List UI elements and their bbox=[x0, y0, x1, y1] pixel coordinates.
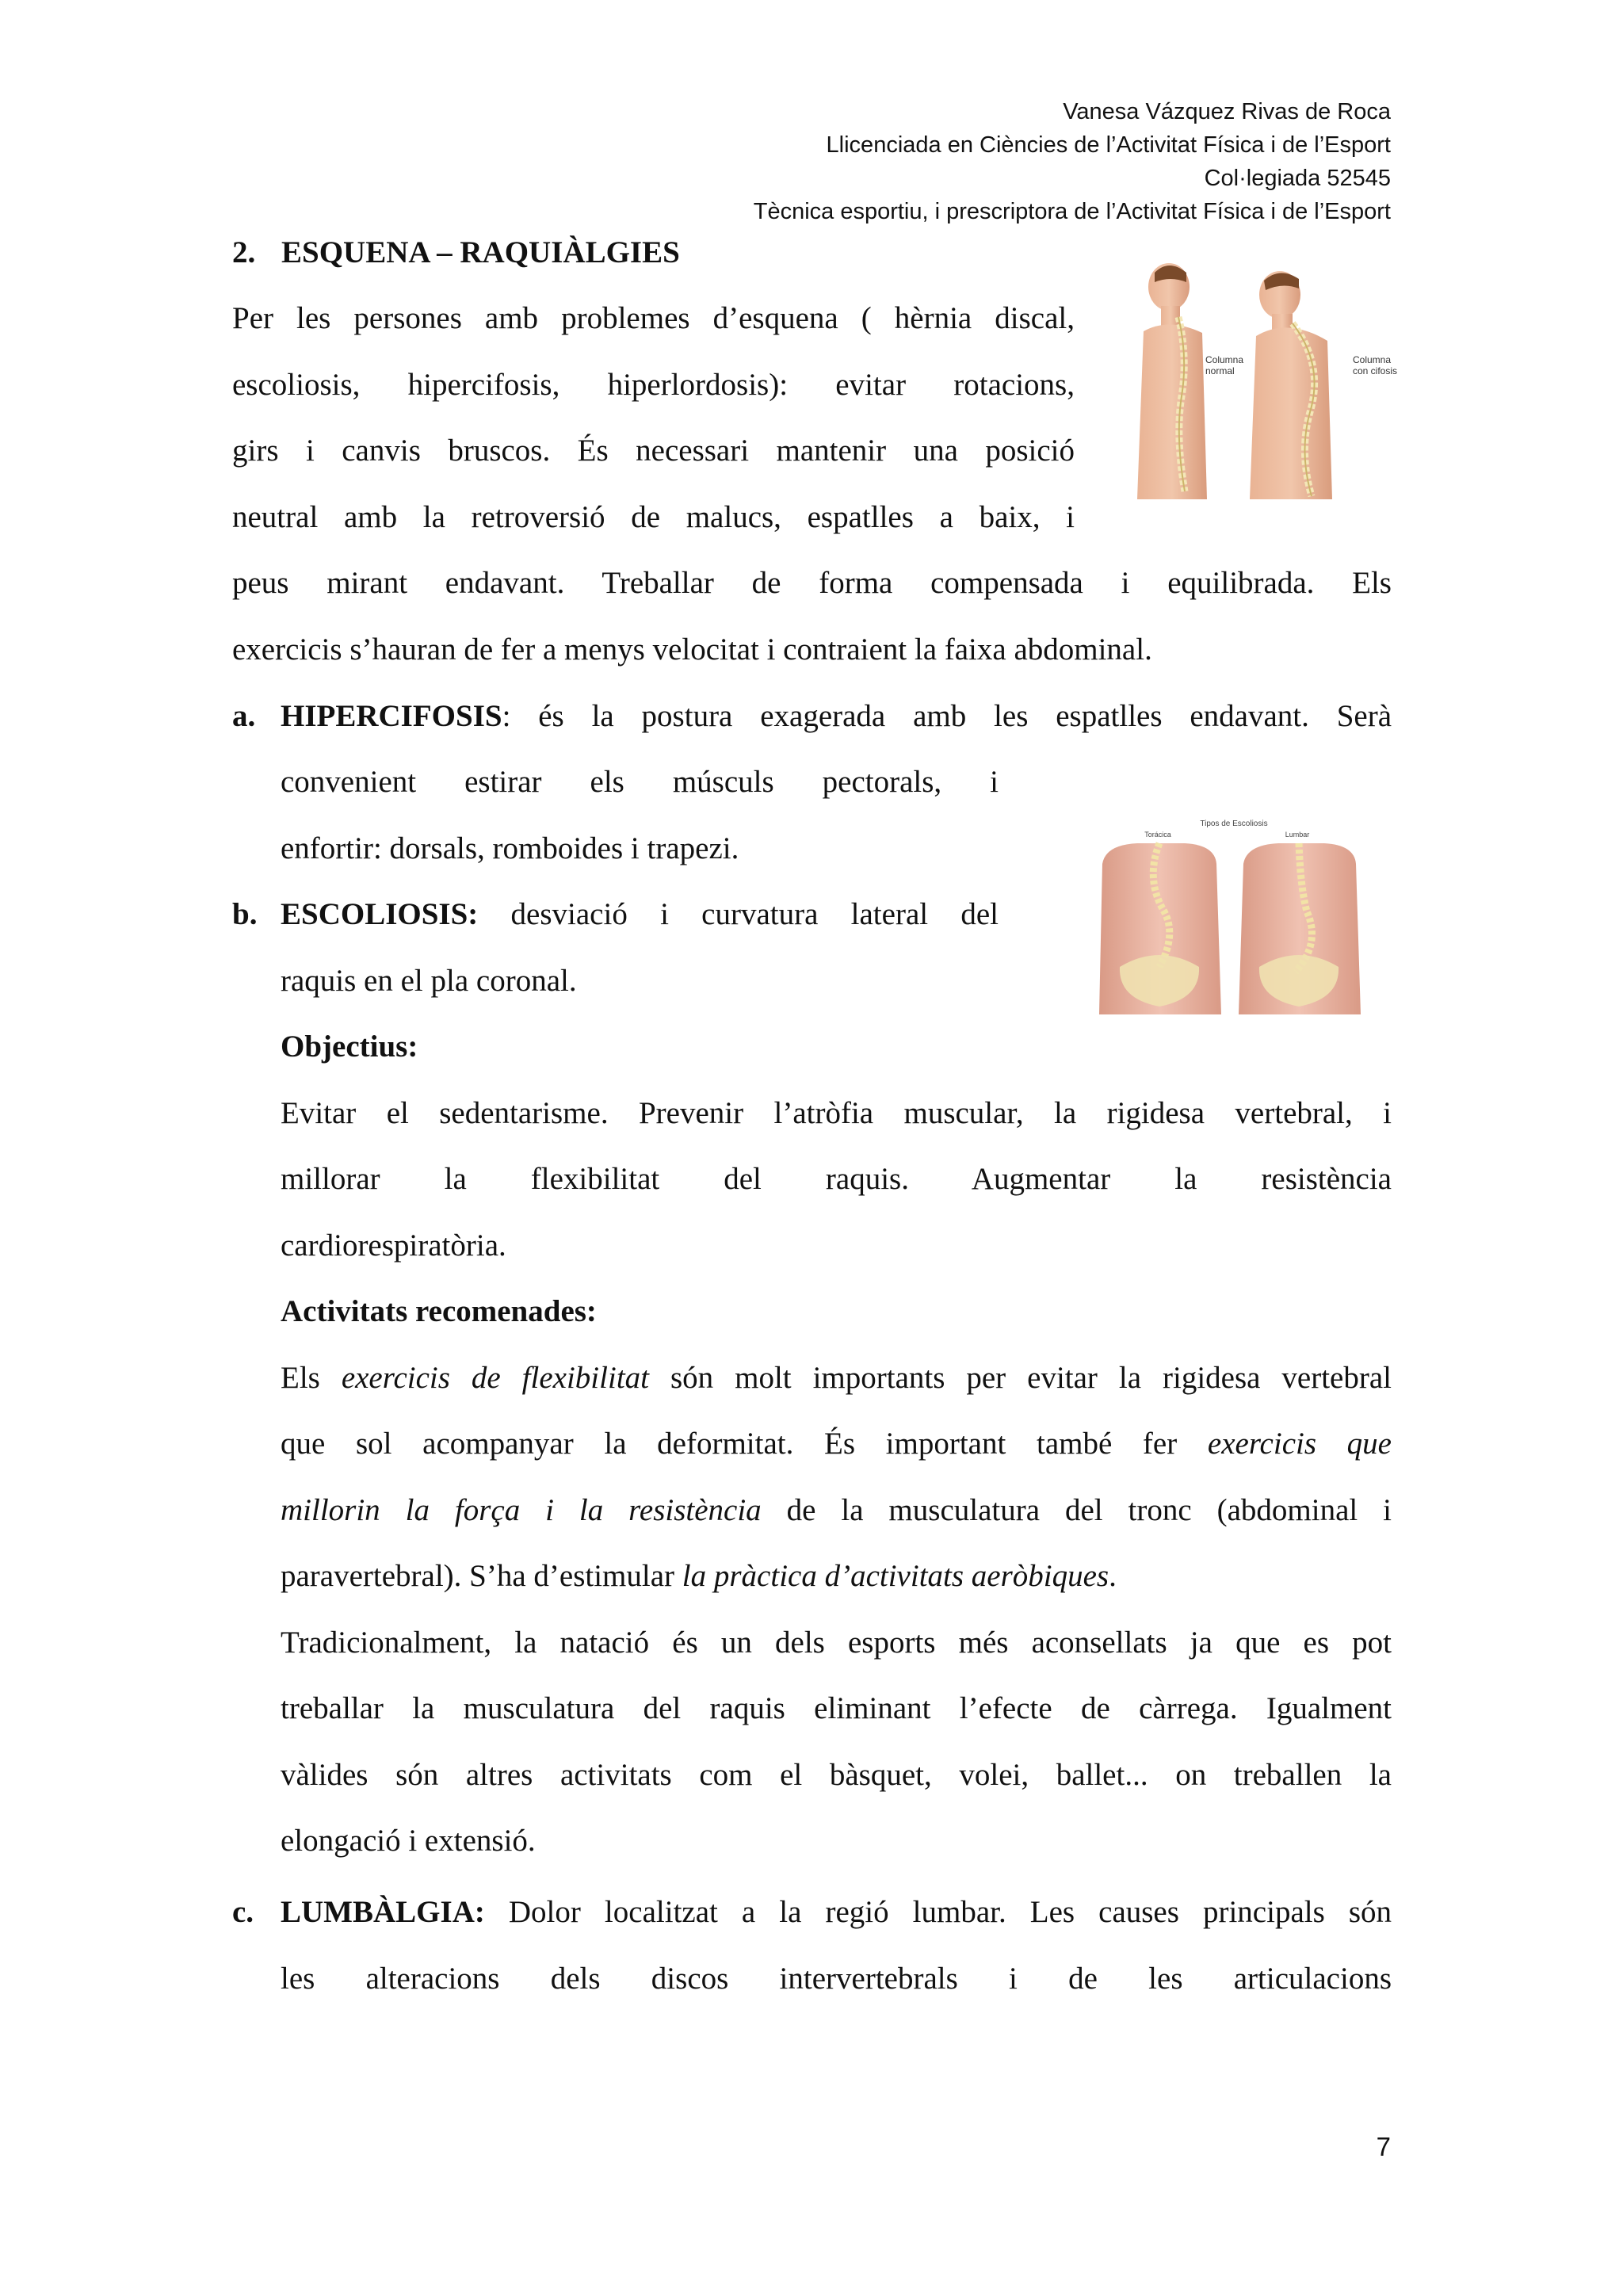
objectius-line: millorar la flexibilitat del raquis. Augmentar la resistència bbox=[281, 1162, 1392, 1196]
tradicional-line: vàlides són altres activitats com el bàsquet, volei, ballet... on treballen la bbox=[281, 1757, 1392, 1792]
scoliosis-figure-title: Tipos de Escoliosis bbox=[1200, 819, 1268, 828]
page-number: 7 bbox=[1376, 2132, 1391, 2161]
intro-paragraph-narrow bbox=[232, 285, 1075, 550]
activitats-line: Els exercicis de flexibilitat són molt importants per evitar la rigidesa vertebral bbox=[281, 1360, 1392, 1395]
item-a-line2: convenient estirar els músculs pectorals, i bbox=[281, 765, 999, 799]
objectius-heading: Objectius: bbox=[281, 1030, 418, 1064]
activitats-heading: Activitats recomenades: bbox=[281, 1294, 597, 1328]
tradicional-line: treballar la musculatura del raquis eliminant l’efecte de càrrega. Igualment bbox=[281, 1691, 1392, 1725]
tradicional-line: elongació i extensió. bbox=[281, 1824, 536, 1858]
section-number: 2. bbox=[232, 235, 256, 269]
item-c-text: Dolor localitzat a la regió lumbar. Les causes principals són bbox=[484, 1895, 1392, 1929]
author-header bbox=[754, 95, 1391, 228]
item-b-head-wrap bbox=[281, 881, 999, 1014]
item-a-text: : és la postura exagerada amb les espatlles endavant. Serà bbox=[502, 699, 1392, 733]
intro-paragraph-wide bbox=[232, 550, 1392, 682]
intro-line: peus mirant endavant. Treballar de forma compensada i equilibrada. Els bbox=[232, 566, 1392, 600]
author-role: Tècnica esportiu, i prescriptora de l’Activitat Física i de l’Esport bbox=[753, 199, 1391, 224]
intro-line: exercicis s’hauran de fer a menys velocitat i contraient la faixa abdominal. bbox=[232, 632, 1152, 667]
section-heading bbox=[232, 231, 680, 274]
item-b-line2: raquis en el pla coronal. bbox=[281, 963, 577, 998]
intro-line: girs i canvis bruscos. És necessari mantenir una posició bbox=[232, 434, 1075, 468]
author-name: Vanesa Vázquez Rivas de Roca bbox=[1063, 99, 1391, 124]
label-normal-1: Columna bbox=[1205, 354, 1244, 365]
label-normal-2: normal bbox=[1205, 365, 1235, 376]
objectius-line: Evitar el sedentarisme. Prevenir l’atròfia muscular, la rigidesa vertebral, i bbox=[281, 1095, 1392, 1130]
back-lumbar-illustration bbox=[1239, 843, 1361, 1014]
item-c-body bbox=[281, 1879, 1392, 2011]
item-b-text: desviació i curvatura lateral del bbox=[478, 897, 999, 931]
section-title: ESQUENA – RAQUIÀLGIES bbox=[281, 235, 680, 269]
spine-kyphosis-figure bbox=[1129, 262, 1415, 499]
back-thoracic-illustration bbox=[1099, 843, 1221, 1014]
intro-line: neutral amb la retroversió de malucs, espatlles a baix, i bbox=[232, 499, 1075, 534]
scoliosis-types-figure bbox=[1098, 816, 1371, 1014]
label-cifosis-2: con cifosis bbox=[1353, 365, 1398, 376]
label-cifosis-1: Columna bbox=[1353, 354, 1392, 365]
author-license: Col·legiada 52545 bbox=[1204, 166, 1391, 191]
item-a-term: HIPERCIFOSIS bbox=[281, 699, 502, 733]
intro-line: Per les persones amb problemes d’esquena ( hèrnia discal, bbox=[232, 301, 1075, 335]
scoliosis-label-thoracic: Torácica bbox=[1144, 831, 1171, 839]
author-degree: Llicenciada en Ciències de l’Activitat Física i de l’Esport bbox=[826, 132, 1391, 158]
scoliosis-label-lumbar: Lumbar bbox=[1285, 831, 1310, 839]
activitats-line: millorin la força i la resistència de la musculatura del tronc (abdominal i bbox=[281, 1492, 1392, 1527]
item-c-line2: les alteracions dels discos intervertebrals i de les articulacions bbox=[281, 1961, 1392, 1996]
torso-kyphosis-illustration bbox=[1250, 271, 1332, 499]
activitats-line: que sol acompanyar la deformitat. És important també fer exercicis que bbox=[281, 1427, 1392, 1461]
item-b-term: ESCOLIOSIS: bbox=[281, 897, 479, 931]
item-b-letter: b. bbox=[232, 897, 258, 931]
torso-normal-illustration bbox=[1137, 263, 1207, 499]
tradicional-line: Tradicionalment, la natació és un dels esports més aconsellats ja que es pot bbox=[281, 1625, 1392, 1660]
item-a-letter: a. bbox=[232, 699, 256, 733]
item-a-line3: enfortir: dorsals, romboides i trapezi. bbox=[281, 831, 739, 865]
objectius-line: cardiorespiratòria. bbox=[281, 1228, 506, 1263]
item-b-body bbox=[281, 1014, 1392, 1874]
activitats-line: paravertebral). S’ha d’estimular la pràctica d’activitats aeròbiques. bbox=[281, 1559, 1117, 1593]
item-a-line2-wrap bbox=[281, 749, 999, 881]
item-c-letter: c. bbox=[232, 1895, 254, 1929]
item-a-line1 bbox=[281, 683, 1392, 750]
intro-line: escoliosis, hipercifosis, hiperlordosis): evitar rotacions, bbox=[232, 367, 1075, 402]
item-c-term: LUMBÀLGIA: bbox=[281, 1895, 485, 1929]
